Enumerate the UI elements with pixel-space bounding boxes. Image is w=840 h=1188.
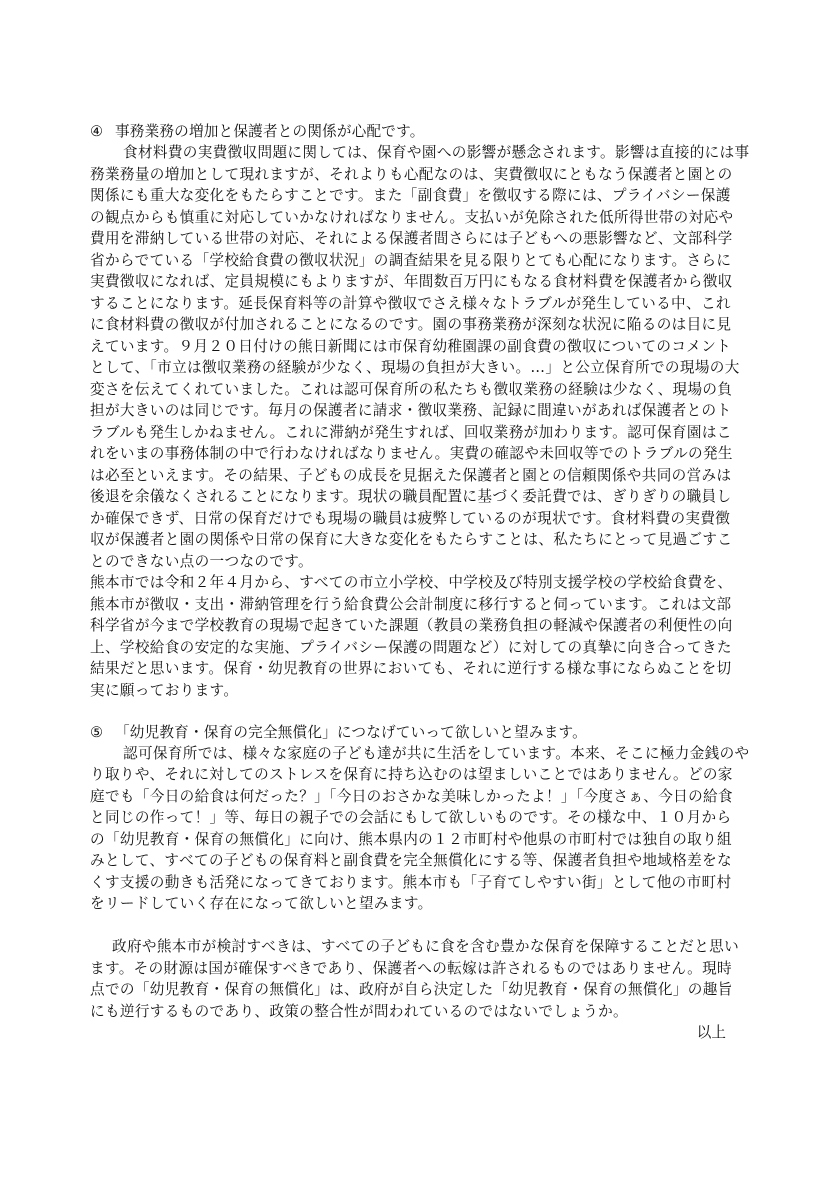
paragraph-line: 結果だと思います。保育・幼児教育の世界においても、それに逆行する様な事にならぬことを切: [90, 660, 732, 677]
paragraph-line: り取りや、それに対してのストレスを保育に持ち込むのは望ましいことではありません。どの家: [90, 766, 733, 783]
section-4-title: 事務業務の増加と保護者との関係が心配です。: [115, 123, 425, 140]
paragraph-line: 上、学校給食の安定的な実施、プライバシー保護の問題など）に対しての真摯に向き合ってきた: [90, 638, 732, 656]
closing-mark: 以上: [696, 1024, 726, 1041]
paragraph-line: をリードしていく存在になって欲しいと望みます。: [90, 895, 433, 912]
paragraph-line: ます。その財源は国が確保すべきであり、保護者への転嫁は許されるものではありません。現時: [90, 959, 733, 977]
paragraph-line: か確保できず、日常の保育だけでも現場の職員は疲弊しているのが現状です。食材料費の実費徴: [90, 509, 731, 527]
paragraph-line: 関係にも重大な変化をもたらすことです。また「副食費」を徴収する際には、プライバシー保護: [90, 187, 731, 204]
paragraph-line: 科学省が今まで学校教育の現場で起きていた課題（教員の業務負担の軽減や保護者の利便性の向: [90, 617, 733, 634]
section-4: [90, 122, 750, 701]
paragraph-line: 熊本市が徴収・支出・滞納管理を行う給食費公会計制度に移行すると伺っています。これは文部: [90, 595, 732, 613]
section-5-title: 「幼児教育・保育の完全無償化」につなげていって欲しいと望みます。: [115, 723, 587, 741]
section-4-heading: [90, 122, 728, 142]
paragraph-line: 庭でも「今日の給食は何だった？」「今日のおさかな美味しかったよ！」「今度さぁ、今日の給食: [90, 787, 733, 805]
paragraph-line: 政府や熊本市が検討すべきは、すべての子どもに食を含む豊かな保育を保障することだと思い: [112, 938, 740, 955]
paragraph-line: えています。９月２０日付けの熊日新聞には市保育幼稚園課の副食費の徴収についてのコメント: [90, 337, 732, 355]
section-4-number: ④: [90, 123, 104, 140]
paragraph-line: みとして、すべての子どもの保育料と副食費を完全無償化にする等、保護者負担や地域格差をな: [90, 852, 733, 869]
conclusion: [90, 936, 740, 1044]
paragraph-line: 省からでている「学校給食費の徴収状況」の調査結果を見る限りとても心配になります。さらに: [90, 251, 732, 269]
paragraph-line: に食材料費の徴収が付加されることになるのです。園の事務業務が深刻な状況に陥るのは目に見: [90, 316, 732, 333]
section-5-heading: [90, 723, 728, 743]
paragraph-line: することになります。延長保育料等の計算や徴収でさえ様々なトラブルが発生している中、これ: [90, 294, 731, 312]
paragraph-line: の「幼児教育・保育の無償化」に向け、熊本県内の１２市町村や他県の市町村では独自の取り組: [90, 830, 733, 848]
paragraph-line: とのできない点の一つなのです。: [90, 552, 313, 570]
paragraph-line: 収が保護者と園の関係や日常の保育に大きな変化をもたらすことは、私たちにとって見過ごすこ: [90, 531, 733, 548]
paragraph-line: は必至といえます。その結果、子どもの成長を見据えた保護者と園との信頼関係や共同の営みは: [90, 466, 732, 484]
paragraph-line: の観点からも慎重に対応していかなければなりません。支払いが免除された低所得世帯の対応や: [90, 208, 734, 226]
document-page: [90, 122, 750, 1044]
paragraph-line: 実費徴収になれば、定員規模にもよりますが、年間数百万円にもなる食材料費を保護者から徴収: [90, 273, 733, 290]
paragraph-line: くす支援の動きも活発になってきております。熊本市も「子育てしやすい街」として他の市町村: [90, 873, 732, 891]
paragraph-line: 熊本市では令和２年４月から、すべての市立小学校、中学校及び特別支援学校の学校給食費を、: [90, 574, 733, 591]
paragraph-line: 点での「幼児教育・保育の無償化」は、政府が自ら決定した「幼児教育・保育の無償化」の趣旨: [90, 981, 733, 998]
paragraph-line: 務業務量の増加として現れますが、それよりも心配なのは、実費徴収にともなう保護者と園との: [90, 165, 733, 183]
paragraph-line: として、「市立は徴収業務の経験が少なく、現場の負担が大きい。…」と公立保育所での現場の大: [90, 359, 740, 376]
section-spacer: [90, 701, 728, 723]
paragraph-line: 担が大きいのは同じです。毎月の保護者に請求・徴収業務、記録に間違いがあれば保護者とのト: [90, 402, 732, 419]
paragraph-line: ラブルも発生しかねません。これに滞納が発生すれば、回収業務が加わります。認可保育園はこ: [90, 423, 732, 441]
paragraph-line: 認可保育所では、様々な家庭の子ども達が共に生活をしています。本来、そこに極力金銭のや: [123, 744, 750, 762]
paragraph-line: 後退を余儀なくされることになります。現状の職員配置に基づく委託費では、ぎりぎりの職員し: [90, 488, 732, 505]
paragraph-line: 食材料費の実費徴収問題に関しては、保育や園への影響が懸念されます。影響は直接的には事: [123, 144, 750, 161]
section-5-number: ⑤: [90, 723, 104, 741]
paragraph-line: 実に願っております。: [90, 681, 239, 699]
paragraph-line: 変さを伝えてくれていました。これは認可保育所の私たちも徴収業務の経験は少なく、現場の負: [90, 380, 733, 398]
section-spacer: [90, 915, 728, 937]
paragraph-line: にも逆行するものであり、政策の整合性が問われているのではないでしょうか。: [90, 1002, 628, 1020]
paragraph-line: と同じの作って！」等、毎日の親子での会話にもして欲しいものです。その様な中、１０月から: [90, 809, 732, 826]
section-5: [90, 723, 750, 915]
paragraph-line: れをいまの事務体制の中で行わなければなりません。実費の確認や未回収等でのトラブルの発生: [90, 445, 733, 462]
paragraph-line: 費用を滞納している世帯の対応、それによる保護者間さらには子どもへの悪影響など、文部科学: [90, 230, 733, 247]
